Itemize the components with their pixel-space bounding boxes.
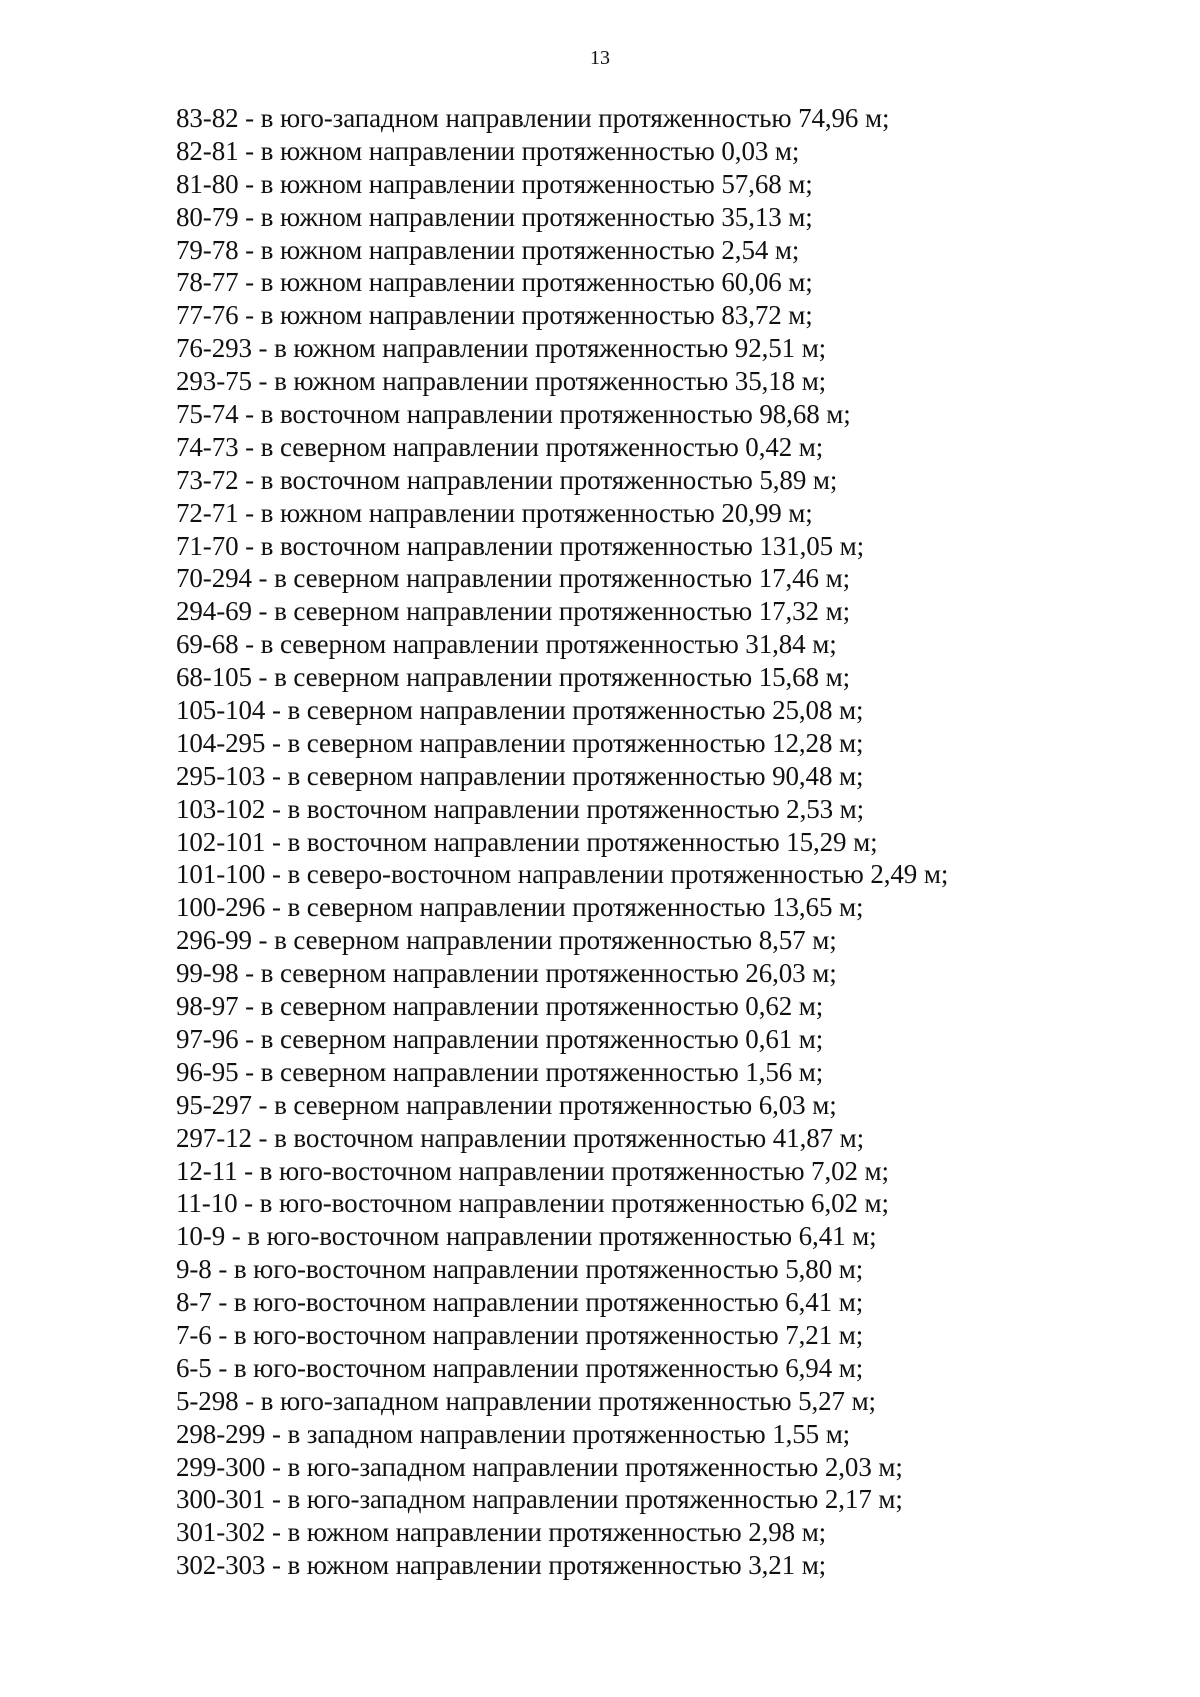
boundary-segment-line: 76-293 - в южном направлении протяженностью 92,51 м; xyxy=(176,333,827,364)
boundary-segment-line: 79-78 - в южном направлении протяженностью 2,54 м; xyxy=(176,234,800,265)
boundary-segment-line: 9-8 - в юго-восточном направлении протяженностью 5,80 м; xyxy=(176,1254,864,1285)
boundary-segment-line: 75-74 - в восточном направлении протяженностью 98,68 м; xyxy=(176,399,851,430)
boundary-segment-line: 298-299 - в западном направлении протяженностью 1,55 м; xyxy=(176,1418,851,1449)
boundary-segment-line: 72-71 - в южном направлении протяженностью 20,99 м; xyxy=(176,497,813,528)
page-number: 13 xyxy=(590,47,610,69)
boundary-segment-line: 297-12 - в восточном направлении протяженностью 41,87 м; xyxy=(176,1122,865,1153)
boundary-segment-line: 100-296 - в северном направлении протяженностью 13,65 м; xyxy=(176,892,864,923)
boundary-segment-line: 69-68 - в северном направлении протяженностью 31,84 м; xyxy=(176,629,837,660)
boundary-segment-line: 99-98 - в северном направлении протяженностью 26,03 м; xyxy=(176,958,837,989)
boundary-segment-line: 8-7 - в юго-восточном направлении протяженностью 6,41 м; xyxy=(176,1287,864,1318)
boundary-segment-line: 294-69 - в северном направлении протяженностью 17,32 м; xyxy=(176,596,850,627)
boundary-segment-line: 296-99 - в северном направлении протяженностью 8,57 м; xyxy=(176,925,837,956)
boundary-segment-line: 81-80 - в южном направлении протяженностью 57,68 м; xyxy=(176,168,813,199)
boundary-segment-list xyxy=(176,102,1176,1582)
boundary-segment-line: 78-77 - в южном направлении протяженностью 60,06 м; xyxy=(176,267,813,298)
boundary-segment-line: 82-81 - в южном направлении протяженностью 0,03 м; xyxy=(176,135,800,166)
boundary-segment-line: 105-104 - в северном направлении протяженностью 25,08 м; xyxy=(176,695,864,726)
boundary-segment-line: 95-297 - в северном направлении протяженностью 6,03 м; xyxy=(176,1089,837,1120)
boundary-segment-line: 12-11 - в юго-восточном направлении протяженностью 7,02 м; xyxy=(176,1155,889,1186)
boundary-segment-line: 68-105 - в северном направлении протяженностью 15,68 м; xyxy=(176,662,850,693)
boundary-segment-line: 101-100 - в северо-восточном направлении протяженностью 2,49 м; xyxy=(176,859,949,890)
boundary-segment-line: 73-72 - в восточном направлении протяженностью 5,89 м; xyxy=(176,464,838,495)
boundary-segment-line: 98-97 - в северном направлении протяженностью 0,62 м; xyxy=(176,991,824,1022)
boundary-segment-line: 302-303 - в южном направлении протяженностью 3,21 м; xyxy=(176,1550,827,1581)
boundary-segment-line: 70-294 - в северном направлении протяженностью 17,46 м; xyxy=(176,563,850,594)
boundary-segment-line: 77-76 - в южном направлении протяженностью 83,72 м; xyxy=(176,300,813,331)
boundary-segment-line: 83-82 - в юго-западном направлении протяженностью 74,96 м; xyxy=(176,103,890,133)
boundary-segment-line: 10-9 - в юго-восточном направлении протяженностью 6,41 м; xyxy=(176,1221,877,1252)
boundary-segment-line: 74-73 - в северном направлении протяженностью 0,42 м; xyxy=(176,431,824,462)
boundary-segment-line: 5-298 - в юго-западном направлении протяженностью 5,27 м; xyxy=(176,1385,876,1416)
boundary-segment-line: 295-103 - в северном направлении протяженностью 90,48 м; xyxy=(176,760,864,791)
boundary-segment-line: 102-101 - в восточном направлении протяженностью 15,29 м; xyxy=(176,826,878,857)
boundary-segment-line: 11-10 - в юго-восточном направлении протяженностью 6,02 м; xyxy=(176,1188,889,1219)
boundary-segment-line: 300-301 - в юго-западном направлении протяженностью 2,17 м; xyxy=(176,1484,903,1515)
boundary-segment-line: 104-295 - в северном направлении протяженностью 12,28 м; xyxy=(176,727,864,758)
boundary-segment-line: 293-75 - в южном направлении протяженностью 35,18 м; xyxy=(176,366,827,397)
boundary-segment-line: 103-102 - в восточном направлении протяженностью 2,53 м; xyxy=(176,793,865,824)
boundary-segment-line: 80-79 - в южном направлении протяженностью 35,13 м; xyxy=(176,201,813,232)
boundary-segment-line: 97-96 - в северном направлении протяженностью 0,61 м; xyxy=(176,1023,824,1054)
boundary-segment-line: 299-300 - в юго-западном направлении протяженностью 2,03 м; xyxy=(176,1451,903,1482)
boundary-segment-line: 7-6 - в юго-восточном направлении протяженностью 7,21 м; xyxy=(176,1319,864,1350)
boundary-segment-line: 71-70 - в восточном направлении протяженностью 131,05 м; xyxy=(176,530,865,561)
boundary-segment-line: 96-95 - в северном направлении протяженностью 1,56 м; xyxy=(176,1056,824,1087)
boundary-segment-line: 301-302 - в южном направлении протяженностью 2,98 м; xyxy=(176,1517,827,1548)
boundary-segment-line: 6-5 - в юго-восточном направлении протяженностью 6,94 м; xyxy=(176,1352,864,1383)
